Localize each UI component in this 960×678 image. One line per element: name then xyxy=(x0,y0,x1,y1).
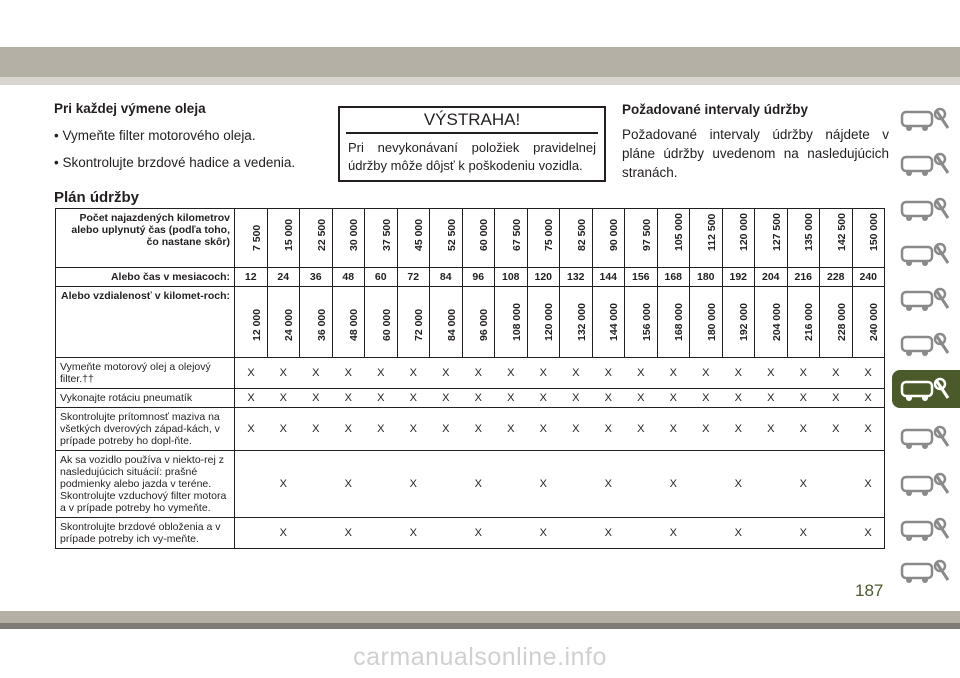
task-mark: X xyxy=(365,408,398,451)
seatbelt-icon xyxy=(896,235,956,273)
plan-title: Plán údržby xyxy=(54,189,140,206)
km-value: 105 000 xyxy=(673,213,686,251)
warning-title: VÝSTRAHA! xyxy=(346,108,598,134)
task-mark: X xyxy=(300,358,333,389)
magnifier-icon xyxy=(896,510,956,548)
distance-cell xyxy=(397,287,430,358)
months-value: 192 xyxy=(722,268,755,287)
months-value: 36 xyxy=(300,268,333,287)
distance-cell xyxy=(657,287,690,358)
task-mark: X xyxy=(267,408,300,451)
distance-value: 84 000 xyxy=(445,308,458,341)
task-mark: X xyxy=(657,389,690,408)
task-mark xyxy=(690,518,723,549)
task-mark: X xyxy=(527,389,560,408)
task-mark xyxy=(755,451,788,518)
task-mark: X xyxy=(365,358,398,389)
km-cell xyxy=(852,209,885,268)
task-mark: X xyxy=(397,389,430,408)
maintenance-table xyxy=(55,208,885,549)
car-wrench-icon xyxy=(896,370,956,408)
sidebar-tab[interactable] xyxy=(892,325,960,363)
months-value: 168 xyxy=(657,268,690,287)
car-search-icon xyxy=(896,100,956,138)
task-mark: X xyxy=(657,451,690,518)
km-cell xyxy=(820,209,853,268)
task-mark: X xyxy=(852,358,885,389)
km-cell xyxy=(300,209,333,268)
task-mark xyxy=(820,451,853,518)
task-mark: X xyxy=(560,389,593,408)
km-cell xyxy=(690,209,723,268)
task-label: Skontrolujte prítomnosť maziva na všetkých dverových západ-kách, v prípade potreby ho dopl-ňte. xyxy=(56,408,235,451)
task-mark xyxy=(235,518,268,549)
task-mark: X xyxy=(560,358,593,389)
distance-value: 108 000 xyxy=(510,303,523,341)
task-label: Skontrolujte brzdové obloženia a v prípade potreby ich vy-meňte. xyxy=(56,518,235,549)
km-value: 37 500 xyxy=(380,218,393,251)
task-mark xyxy=(690,451,723,518)
task-mark: X xyxy=(592,451,625,518)
km-cell xyxy=(592,209,625,268)
task-mark xyxy=(625,518,658,549)
task-mark: X xyxy=(787,389,820,408)
km-row-label: Počet najazdených kilometrov alebo uplynutý čas (podľa toho, čo nastane skôr) xyxy=(56,209,235,268)
distance-value: 132 000 xyxy=(575,303,588,341)
distance-value: 216 000 xyxy=(803,303,816,341)
task-mark: X xyxy=(462,358,495,389)
km-cell xyxy=(495,209,528,268)
km-cell xyxy=(397,209,430,268)
task-mark: X xyxy=(625,408,658,451)
sidebar-tab[interactable] xyxy=(892,552,960,590)
distance-cell xyxy=(625,287,658,358)
sidebar-tab[interactable] xyxy=(892,370,960,408)
task-mark: X xyxy=(235,408,268,451)
task-mark: X xyxy=(787,358,820,389)
task-mark: X xyxy=(690,358,723,389)
task-mark: X xyxy=(755,389,788,408)
task-mark xyxy=(820,518,853,549)
distance-cell xyxy=(300,287,333,358)
list-gear-icon xyxy=(896,418,956,456)
task-mark: X xyxy=(300,389,333,408)
task-mark: X xyxy=(365,389,398,408)
task-mark: X xyxy=(462,451,495,518)
months-value: 12 xyxy=(235,268,268,287)
warning-text: Pri nevykonávaní položiek pravidelnej údržby môže dôjsť k poškodeniu vozidla. xyxy=(348,140,596,173)
sidebar-tab[interactable] xyxy=(892,465,960,503)
intervals-text: Požadované intervaly údržby nájdete v pláne údržby uvedenom na nasledujúcich stranách. xyxy=(622,127,889,180)
task-mark: X xyxy=(690,408,723,451)
task-mark: X xyxy=(852,408,885,451)
warning-car-icon xyxy=(896,325,956,363)
months-value: 144 xyxy=(592,268,625,287)
months-value: 240 xyxy=(852,268,885,287)
distance-value: 12 000 xyxy=(250,308,263,341)
km-value: 45 000 xyxy=(413,218,426,251)
km-cell xyxy=(430,209,463,268)
distance-value: 204 000 xyxy=(770,303,783,341)
distance-value: 240 000 xyxy=(868,303,881,341)
task-mark xyxy=(625,451,658,518)
distance-value: 96 000 xyxy=(478,308,491,341)
km-value: 30 000 xyxy=(348,218,361,251)
months-value: 96 xyxy=(462,268,495,287)
km-value: 22 500 xyxy=(315,218,328,251)
task-mark: X xyxy=(332,389,365,408)
header-band-light xyxy=(0,77,960,85)
task-mark xyxy=(755,518,788,549)
music-nav-icon xyxy=(896,465,956,503)
task-mark: X xyxy=(820,408,853,451)
task-mark xyxy=(300,451,333,518)
distance-value: 168 000 xyxy=(673,303,686,341)
task-mark: X xyxy=(722,518,755,549)
task-mark: X xyxy=(755,358,788,389)
task-mark: X xyxy=(722,389,755,408)
car-info-icon xyxy=(896,145,956,183)
task-mark xyxy=(560,451,593,518)
task-mark: X xyxy=(722,451,755,518)
distance-cell xyxy=(722,287,755,358)
task-mark: X xyxy=(722,408,755,451)
distance-value: 180 000 xyxy=(705,303,718,341)
footer-band xyxy=(0,611,960,623)
task-mark: X xyxy=(527,451,560,518)
sidebar-tab[interactable] xyxy=(892,418,960,456)
km-cell xyxy=(365,209,398,268)
task-mark: X xyxy=(592,389,625,408)
distance-value: 156 000 xyxy=(640,303,653,341)
km-header-row xyxy=(56,209,885,268)
months-value: 60 xyxy=(365,268,398,287)
bullet-brake-hoses: • Skontrolujte brzdové hadice a vedenia. xyxy=(54,155,296,170)
task-mark: X xyxy=(300,408,333,451)
task-mark: X xyxy=(657,358,690,389)
task-mark xyxy=(560,518,593,549)
distance-cell xyxy=(365,287,398,358)
distance-cell xyxy=(495,287,528,358)
oil-change-heading: Pri každej výmene oleja xyxy=(54,101,206,116)
task-mark: X xyxy=(820,358,853,389)
distance-cell xyxy=(787,287,820,358)
km-value: 97 500 xyxy=(640,218,653,251)
distance-value: 120 000 xyxy=(543,303,556,341)
distance-value: 24 000 xyxy=(283,308,296,341)
km-cell xyxy=(462,209,495,268)
steering-icon xyxy=(896,280,956,318)
light-mail-icon xyxy=(896,190,956,228)
task-mark: X xyxy=(820,389,853,408)
task-label: Ak sa vozidlo používa v niekto-rej z nasledujúcich situácií: prašné podmienky alebo jazda v teréne. Skontrolujte vzduchový filter motora a v prípade potreby ho vymeňte. xyxy=(56,451,235,518)
task-mark: X xyxy=(332,518,365,549)
task-mark: X xyxy=(852,518,885,549)
task-mark: X xyxy=(332,358,365,389)
task-mark: X xyxy=(592,358,625,389)
distance-value: 192 000 xyxy=(738,303,751,341)
task-mark xyxy=(365,518,398,549)
km-cell xyxy=(235,209,268,268)
distance-value: 144 000 xyxy=(608,303,621,341)
sidebar-tab[interactable] xyxy=(892,235,960,273)
task-mark: X xyxy=(495,408,528,451)
task-mark xyxy=(495,451,528,518)
distance-cell xyxy=(267,287,300,358)
km-value: 90 000 xyxy=(608,218,621,251)
distance-cell xyxy=(462,287,495,358)
task-mark: X xyxy=(527,408,560,451)
task-mark: X xyxy=(787,451,820,518)
distance-cell xyxy=(820,287,853,358)
task-mark: X xyxy=(625,358,658,389)
months-value: 24 xyxy=(267,268,300,287)
km-cell xyxy=(267,209,300,268)
distance-cell xyxy=(332,287,365,358)
task-mark xyxy=(495,518,528,549)
months-value: 84 xyxy=(430,268,463,287)
km-cell xyxy=(657,209,690,268)
sidebar-tab[interactable] xyxy=(892,510,960,548)
task-mark xyxy=(300,518,333,549)
km-cell xyxy=(722,209,755,268)
task-mark: X xyxy=(430,358,463,389)
months-value: 204 xyxy=(755,268,788,287)
oil-change-section xyxy=(54,99,309,180)
distance-value: 48 000 xyxy=(348,308,361,341)
months-value: 228 xyxy=(820,268,853,287)
task-mark: X xyxy=(722,358,755,389)
km-value: 60 000 xyxy=(478,218,491,251)
km-value: 112 500 xyxy=(705,213,718,251)
distance-cell xyxy=(755,287,788,358)
months-value: 180 xyxy=(690,268,723,287)
months-value: 216 xyxy=(787,268,820,287)
task-mark: X xyxy=(235,389,268,408)
task-mark: X xyxy=(625,389,658,408)
task-mark: X xyxy=(267,451,300,518)
km-cell xyxy=(787,209,820,268)
task-mark: X xyxy=(495,358,528,389)
months-row xyxy=(56,268,885,287)
km-value: 75 000 xyxy=(543,218,556,251)
km-cell xyxy=(332,209,365,268)
months-value: 48 xyxy=(332,268,365,287)
distance-value: 60 000 xyxy=(380,308,393,341)
bullet-oil-filter: • Vymeňte filter motorového oleja. xyxy=(54,128,256,143)
warning-box xyxy=(338,106,606,182)
distance-cell xyxy=(852,287,885,358)
task-mark: X xyxy=(235,358,268,389)
task-mark: X xyxy=(462,408,495,451)
months-value: 132 xyxy=(560,268,593,287)
km-value: 142 500 xyxy=(835,213,848,251)
distance-row-label: Alebo vzdialenosť v kilomet-roch: xyxy=(56,287,235,358)
km-value: 82 500 xyxy=(575,218,588,251)
km-value: 150 000 xyxy=(868,213,881,251)
task-mark: X xyxy=(560,408,593,451)
sidebar-tab[interactable] xyxy=(892,145,960,183)
task-mark: X xyxy=(397,451,430,518)
task-label: Vykonajte rotáciu pneumatík xyxy=(56,389,235,408)
task-label: Vymeňte motorový olej a olejový filter.†† xyxy=(56,358,235,389)
km-value: 52 500 xyxy=(445,218,458,251)
task-mark: X xyxy=(397,518,430,549)
distance-cell xyxy=(560,287,593,358)
task-mark: X xyxy=(267,358,300,389)
task-mark xyxy=(430,518,463,549)
table-row xyxy=(56,518,885,549)
task-mark: X xyxy=(332,451,365,518)
task-mark: X xyxy=(787,408,820,451)
task-mark: X xyxy=(267,518,300,549)
task-mark: X xyxy=(397,408,430,451)
months-value: 156 xyxy=(625,268,658,287)
distance-value: 228 000 xyxy=(835,303,848,341)
task-mark: X xyxy=(462,389,495,408)
task-mark xyxy=(430,451,463,518)
table-row xyxy=(56,408,885,451)
distance-cell xyxy=(430,287,463,358)
task-mark: X xyxy=(267,389,300,408)
task-mark: X xyxy=(657,518,690,549)
months-value: 108 xyxy=(495,268,528,287)
distance-value: 36 000 xyxy=(315,308,328,341)
task-mark: X xyxy=(690,389,723,408)
task-mark xyxy=(235,451,268,518)
distance-row xyxy=(56,287,885,358)
task-mark: X xyxy=(495,389,528,408)
km-value: 120 000 xyxy=(738,213,751,251)
task-mark: X xyxy=(332,408,365,451)
distance-cell xyxy=(527,287,560,358)
distance-cell xyxy=(235,287,268,358)
km-value: 7 500 xyxy=(250,224,263,251)
intervals-section xyxy=(622,100,889,188)
km-value: 135 000 xyxy=(803,213,816,251)
distance-cell xyxy=(690,287,723,358)
km-value: 67 500 xyxy=(510,218,523,251)
task-mark: X xyxy=(397,358,430,389)
task-mark: X xyxy=(755,408,788,451)
footer-band-dark xyxy=(0,623,960,629)
table-row xyxy=(56,389,885,408)
km-cell xyxy=(755,209,788,268)
distance-cell xyxy=(592,287,625,358)
task-mark: X xyxy=(430,408,463,451)
header-band xyxy=(0,47,960,77)
km-cell xyxy=(625,209,658,268)
sidebar-tab[interactable] xyxy=(892,280,960,318)
task-mark xyxy=(365,451,398,518)
task-mark: X xyxy=(527,518,560,549)
top-margin xyxy=(0,0,960,47)
alphabet-index-icon xyxy=(896,552,956,590)
months-value: 72 xyxy=(397,268,430,287)
km-value: 127 500 xyxy=(770,213,783,251)
km-value: 15 000 xyxy=(283,218,296,251)
task-mark: X xyxy=(430,389,463,408)
task-mark: X xyxy=(592,408,625,451)
distance-value: 72 000 xyxy=(413,308,426,341)
task-mark: X xyxy=(592,518,625,549)
task-mark: X xyxy=(787,518,820,549)
sidebar-tab[interactable] xyxy=(892,190,960,228)
task-mark: X xyxy=(852,451,885,518)
intervals-heading: Požadované intervaly údržby xyxy=(622,102,809,117)
page-number: 187 xyxy=(855,581,884,600)
table-row xyxy=(56,451,885,518)
watermark: carmanualsonline.info xyxy=(353,643,607,671)
km-cell xyxy=(560,209,593,268)
task-mark: X xyxy=(852,389,885,408)
table-row xyxy=(56,358,885,389)
km-cell xyxy=(527,209,560,268)
task-mark: X xyxy=(527,358,560,389)
sidebar-tab[interactable] xyxy=(892,100,960,138)
months-value: 120 xyxy=(527,268,560,287)
task-mark: X xyxy=(657,408,690,451)
months-row-label: Alebo čas v mesiacoch: xyxy=(56,268,235,287)
task-mark: X xyxy=(462,518,495,549)
